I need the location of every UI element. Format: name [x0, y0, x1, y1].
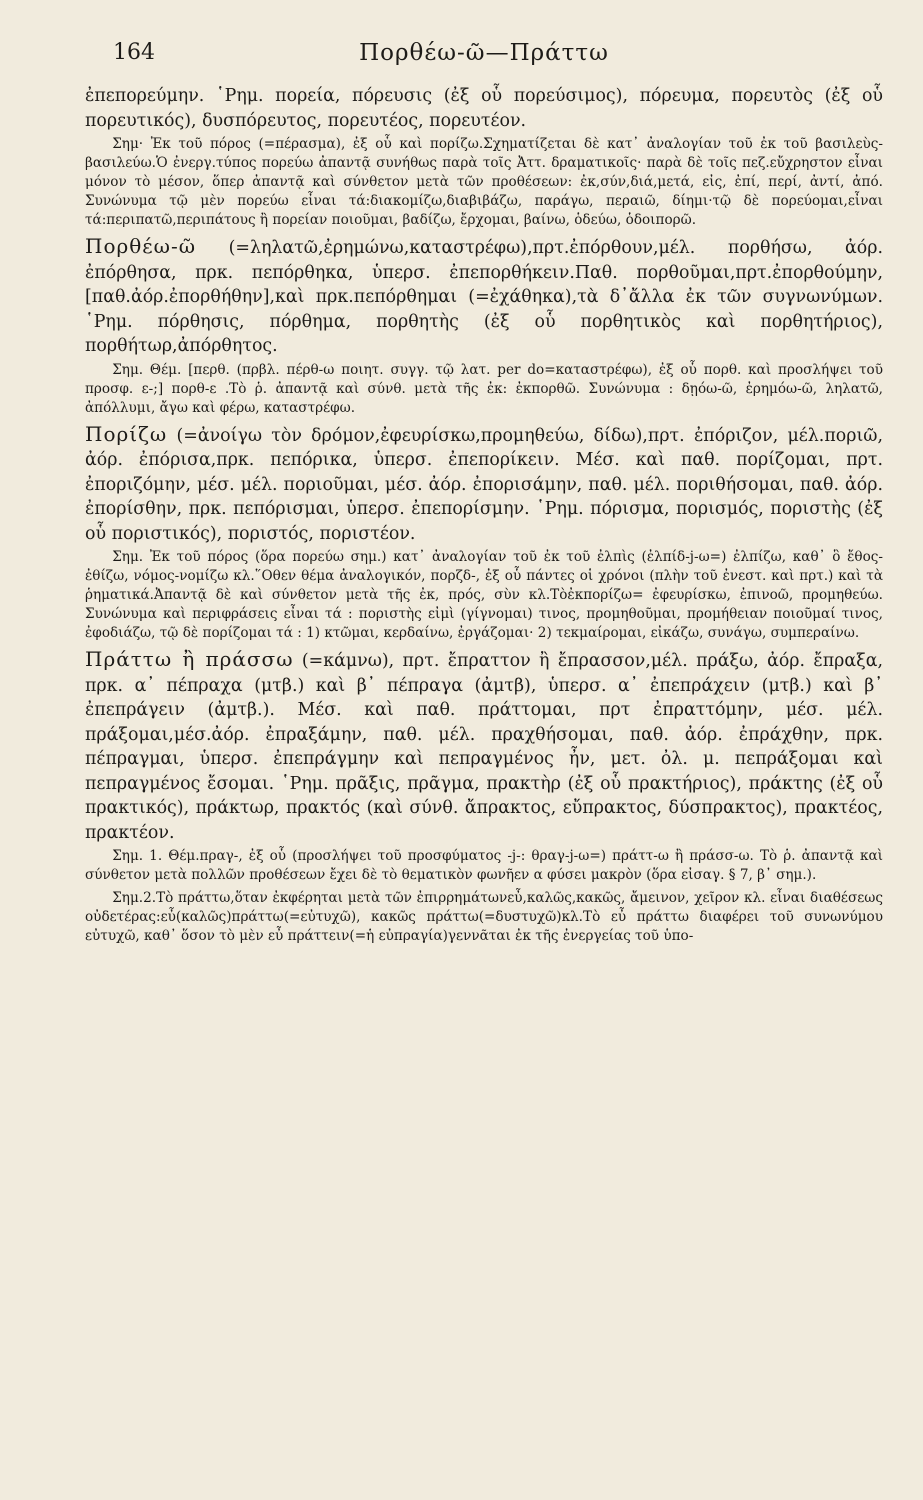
entry-body: ἐπεπορεύμην. ῾Ρημ. πορεία, πόρευσις (ἐξ οὗ πορεύσιμος), πόρευμα, πορευτὸς (ἐξ οὗ πορευτικός), δυσπόρευτος, πορευτέος, πορευτέον. — [85, 86, 883, 131]
entry-porthew — [85, 234, 883, 418]
entry-body: (=ληλατῶ,ἐρημώνω,καταστρέφω),πρτ.ἐπόρθουν,μέλ. πορθήσω, ἀόρ. ἐπόρθησα, πρκ. πεπόρθηκα, ὑπερσ. ἐπεπορθήκειν.Παθ. πορθοῦμαι,πρτ.ἐπορθούμην,[παθ.ἀόρ.ἐπορθήθην],καὶ πρκ.πεπόρθημαι (=ἐχάθηκα),τὰ δ᾽ἄλλα ἐκ τῶν συγνωνύμων. ῾Ρημ. πόρθησις, πόρθημα, πορθητὴς (ἐξ οὗ πορθητικὸς καὶ πορθητήριος), πορθήτωρ,ἀπόρθητος. — [85, 238, 883, 356]
entry-body: (=ἀνοίγω τὸν δρόμον,ἐφευρίσκω,προμηθεύω, δίδω),πρτ. ἐπόριζον, μέλ.ποριῶ, ἀόρ. ἐπόρισα,πρκ. πεπόρικα, ὑπερσ. ἐπεπορίκειν. Μέσ. καὶ παθ. πορίζομαι, πρτ. ἐποριζόμην, μέσ. μέλ. ποριοῦμαι, μέσ. ἀόρ. ἐπορισάμην, παθ. μέλ. ποριθήσομαι, παθ. ἀόρ. ἐπορίσθην, πρκ. πεπόρισμαι, ὑπερσ. ἐπεπορίσμην. ῾Ρημ. πόρισμα, πορισμός, ποριστὴς (ἐξ οὗ ποριστικός), ποριστός, ποριστέον. — [85, 425, 883, 544]
entry-continuation — [85, 84, 883, 230]
entry-note: Σημ.2.Τὸ πράττω,ὅταν ἐκφέρηται μετὰ τῶν ἐπιρρημάτωνεὖ,καλῶς,κακῶς, ἄμεινον, χεῖρον κλ. εἶναι διαθέσεως οὐδετέρας:εὖ(καλῶς)πράττω(=εὐτυχῶ), κακῶς πράττω(=δυστυχῶ)κλ.Τὸ εὖ πράττω διαφέρει τοῦ συνωνύμου εὐτυχῶ, καθ᾽ ὅσον τὸ μὲν εὖ πράττειν(=ἡ εὐπραγία)γεννᾶται ἐκ τῆς ἐνεργείας τοῦ ὑπο- — [85, 890, 883, 944]
entry-porizw — [85, 422, 883, 644]
entry-note: Σημ. Ἐκ τοῦ πόρος (ὅρα πορεύω σημ.) κατ᾽ ἀναλογίαν τοῦ ἐκ τοῦ ἐλπὶς (ἐλπίδ-j-ω=) ἐλπίζω, καθ᾽ ὃ ἔθος-ἐθίζω, νόμος-νομίζω κλ.῞Οθεν θέμα ἀναλογικόν, πορζδ-, ἐξ οὗ πάντες οἱ χρόνοι (πλὴν τοῦ ἐνεστ. καὶ πρτ.) καὶ τὰ ῥηματικά.Ἀπαντᾷ δὲ καὶ σύνθετον μετὰ τῆς ἐκ, πρός, σὺν κλ.Τὸἐκπορίζω= ἐφευρίσκω, ἐπινοῶ, προμηθεύω. Συνώνυμα καὶ περιφράσεις εἶναι τά : ποριστὴς εἰμὶ (γίγνομαι) τινος, προμηθοῦμαι, προμήθειαν ποιοῦμαί τινος, ἐφοδιάζω, τῷ δὲ πορίζομαι τά : 1) κτῶμαι, κερδαίνω, ἐργάζομαι· 2) τεκμαίρομαι, εἰκάζω, συνάγω, συμπεραίνω. — [85, 549, 883, 641]
page-number: 164 — [113, 40, 155, 65]
entry-note: Σημ. 1. Θέμ.πραγ-, ἐξ οὗ (προσλήψει τοῦ προσφύματος -j-: θραγ-j-ω=) πράττ-ω ἢ πράσσ-ω. Τὸ ῥ. ἀπαντᾷ καὶ σύνθετον μετὰ πολλῶν προθέσεων ἔχει δὲ τὸ θεματικὸν φωνῆεν α φύσει μακρὸν (ὅρα εἰσαγ. § 7, β᾽ σημ.). — [85, 848, 883, 883]
entry-note: Σημ. Θέμ. [περθ. (πρβλ. πέρθ-ω ποιητ. συγγ. τῷ λατ. per do=καταστρέφω), ἐξ οὗ πορθ. καὶ προσλήψει τοῦ προσφ. ε-;] πορθ-ε .Τὸ ῥ. ἀπαντᾷ καὶ σύνθ. μετὰ τῆς ἐκ: ἐκπορθῶ. Συνώνυμα : δῃόω-ῶ, ἐρημόω-ῶ, ληλατῶ, ἀπόλλυμι, ἄγω καὶ φέρω, καταστρέφω. — [85, 361, 883, 416]
entry-lemma: Πορθέω-ῶ — [85, 234, 197, 258]
running-head: Πορθέω-ῶ—Πράττω — [359, 40, 609, 66]
entry-lemma: Πορίζω — [85, 421, 168, 446]
entry-note: Σημ· Ἐκ τοῦ πόρος (=πέρασμα), ἐξ οὗ καὶ πορίζω.Σχηματίζεται δὲ κατ᾽ ἀναλογίαν τοῦ ἐκ τοῦ βασιλεὺς-βασιλεύω.Ὁ ἐνεργ.τύπος πορεύω ἀπαντᾷ συνήθως παρὰ τοῖς Ἀττ. δραματικοῖς· παρὰ δὲ τοῖς πεζ.εὔχρηστον εἶναι μόνον τὸ μέσον, ὅπερ ἀπαντᾷ καὶ σύνθετον μετὰ τῶν προθέσεων: ἐκ,σύν,διά,μετά, εἰς, ἐπί, περί, ἀντί, ἀπό. Συνώνυμα τῷ μὲν πορεύω εἶναι τά:διακομίζω,διαβιβάζω, παράγω, περαιῶ, δίημι·τῷ δὲ πορεύομαι,εἶναι τά:περιπατῶ,περιπάτους ἢ πορείαν ποιοῦμαι, βαδίζω, ἔρχομαι, βαίνω, ὁδεύω, ὁδοιπορῶ. — [85, 136, 883, 228]
entry-prattw — [85, 647, 883, 946]
page-header — [85, 32, 883, 84]
entry-lemma: Πράττω ἢ πράσσω — [85, 647, 294, 671]
entry-body: (=κάμνω), πρτ. ἔπραττον ἢ ἔπρασσον,μέλ. πράξω, ἀόρ. ἔπραξα, πρκ. α᾽ πέπραχα (μτβ.) καὶ β᾽ πέπραγα (ἀμτβ), ὑπερσ. α᾽ ἐπεπράχειν (μτβ.) καὶ β᾽ ἐπεπράγειν (ἀμτβ.). Μέσ. καὶ παθ. πράττομαι, πρτ ἐπραττόμην, μέσ. μέλ. πράξομαι,μέσ.ἀόρ. ἐπραξάμην, παθ. μέλ. πραχθήσομαι, παθ. ἀόρ. ἐπράχθην, πρκ. πέπραγμαι, ὑπερσ. ἐπεπράγμην καὶ πεπραγμένος ἦν, μετ. ὀλ. μ. πεπράξομαι καὶ πεπραγμένος ἔσομαι. ῾Ρημ. πρᾶξις, πρᾶγμα, πρακτὴρ (ἐξ οὗ πρακτήριος), πράκτης (ἐξ οὗ πρακτικός), πράκτωρ, πρακτός (καὶ σύνθ. ἄπρακτος, εὔπρακτος, δύσπρακτος), πρακτέος, πρακτέον. — [85, 651, 883, 843]
